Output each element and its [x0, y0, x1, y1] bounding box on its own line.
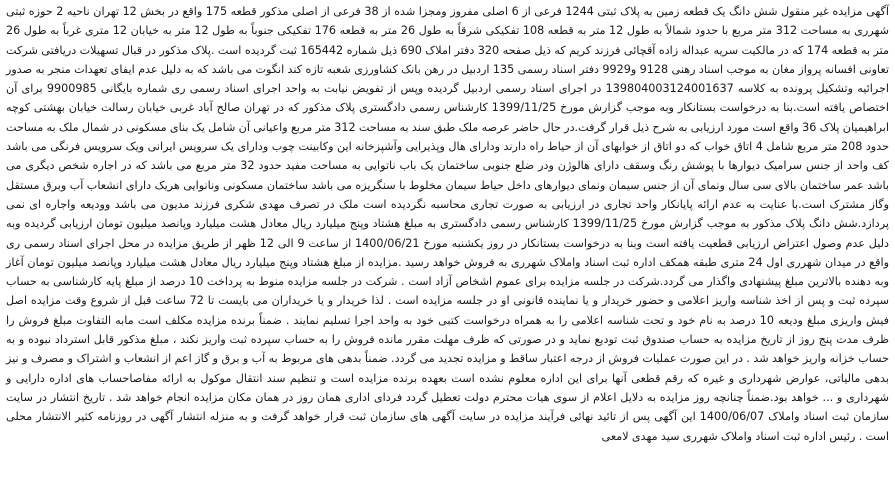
auction-notice-text: آگهی مزایده غیر منقول شش دانگ یک قطعه زمین به پلاک ثبتی 1244 فرعی از 6 اصلی مفروز ومجزا شده از 38 فرعی از اصلی مذکور قطعه 175 واقع در بخش 12 تهران ناحیه 2 حوزه ثبتی شهرری به مساحت 312 متر مربع با حدود شمالاً به طول 12 متر به قطعه 108 تفکیکی شرقاً به طول 26 متر به قطعه 176 تفکیکی جنوباً به طول 12 متر به خیابان 12 متری غرباً به طول 26 متر به قطعه 174 که در مالکیت سریه عبداله زاده آقچائی فرزند کریم که ذیل صفحه 320 دفتر املاک 690 ذیل شماره 165442 ثبت گردیده است .پلاک مذکور در قبال تسهیلات دریافتی شرکت تعاونی افسانه پرواز مغان به موجب اسناد رهنی 9128 و9929 دفتر اسناد رسمی 135 اردبیل در رهن بانک کشاورزی شعبه تازه کند انگوت می باشد که به دلیل عدم ایفای تعهدات منجر به صدور اجرائیه وتشکیل پرونده به کلاسه 139804003124001637 در اجرای اسناد رسمی اردبیل گردیده وپس از تفویض نیابت به واحد اجرای اسناد رسمی ری شماره بایگانی 9900985 برای آن اختصاص یافته است.بنا به درخواست بستانکار وبه موجب گزارش مورخ 1399/11/25 کارشناس رسمی دادگستری پلاک مذکور که در تهران صالح آباد غربی خیابان رسالت خیابان بهشتی کوچه ابراهیمیان پلاک 36 واقع است مورد ارزیابی به شرح ذیل قرار گرفت.در حال حاضر عرصه ملک طبق سند به مساحت 312 متر مربع واعیانی آن شامل یک بنای مسکونی در شمال ملک به مساحت حدود 208 متر مربع شامل 4 اتاق خواب که دو اتاق از خوابهای آن از حیاط راه دارند ودارای هال وپذیرایی وآشپزخانه این وکابینت چوب ودارای یک سرویس ایرانی ویک سرویس فرنگی می باشد کف واحد از جنس سرامیک دیوارها با پوشش رنگ وسقف دارای هالوژن ودر ضلع جنوبی ساختمان یک باب ناتوایی به مساحت مفید حدود 32 متر مربع می باشد که در اجاره شخص دیگری می باشد عمر ساختمان بالای سی سال ونمای آن از جنس سیمان ونمای دیوارهای داخل حیاط سیمان مخلوط با سنگریزه می باشد ساختمان مسکونی ونانوایی هریک دارای انشعاب آب وبرق مستقل وگاز مشترک است.با عنایت به عدم ارائه پایانکار واحد تجاری در ارزیابی به صورت تجاری محاسبه نگردیده است ملک در تصرف مهدی شکری فرزند مدیون می باشد وودیعه واجاره ای نمی پردازد.شش دانگ پلاک مذکور به موجب گزارش مورخ 1399/11/25 کارشناس رسمی دادگستری به مبلغ هشتاد وپنج میلیارد ریال معادل هشت میلیارد وپانصد میلیون تومان ارزیابی گردیده وبه دلیل عدم وصول اعتراض ارزیابی قطعیت یافته است وبنا به درخواست بستانکار در روز یکشنبه مورخ 1400/06/21 از ساعت 9 الی 12 ظهر از طریق مزایده در محل اجرای اسناد رسمی ری واقع در میدان شهرری اول 24 متری طبقه همکف اداره ثبت اسناد واملاک شهرری به فروش خواهد رسید .مزایده از مبلغ هشتاد وپنج میلیارد ریال معادل هشت میلیارد وپانصد میلیون تومان آغاز وبه دهنده بالاترین مبلغ پیشنهادی واگذار می گردد.شرکت در جلسه مزایده برای عموم اشخاص آزاد است . شرکت در جلسه مزایده منوط به پرداخت 10 درصد از مبلغ پایه کارشناسی به حساب سپرده ثبت و پس از اخذ شناسه واریز اعلامی و حضور خریدار و یا نماینده قانونی او در جلسه مزایده است . لذا خریدار و یا خریداران می بایست تا 72 ساعت قبل از شروع وقت مزایده اصل فیش واریزی مبلغ ودیعه 10 درصد به نام خود و تحت شناسه اعلامی را به همراه درخواست کتبی خود به واحد اجرا تسلیم نمایند . ضمناً برنده مزایده مکلف است مابه التفاوت مبلغ فروش را ظرف مدت پنج روز از تاریخ مزایده به حساب صندوق ثبت تودیع نماید و در صورتی که ظرف مهلت مقرر مانده فروش را به حساب سپرده ثبت واریز نکند ، مبلغ مذکور قابل استرداد نبوده و به حساب خزانه واریز خواهد شد . در این صورت عملیات فروش از درجه اعتبار ساقط و مزایده تجدید می گردد. ضمناً بدهی های مربوط به آب و برق و گاز اعم از انشعاب و اشتراک و مصرف و نیز بدهی مالیاتی، عوارض شهرداری و غیره که رقم قطعی آنها برای این اداره معلوم نشده است بعهده برنده مزایده است و تنظیم سند انتقال موکول به ارائه مفاصاحساب های اداره دارایی و شهرداری و ... خواهد بود.ضمناً چنانچه روز مزایده به دلایل اعلام از سوی هیات محترم دولت تعطیل گردد فردای اداری همان روز در همان مکان مزایده انجام خواهد شد . تاریخ انتشار در سایت سازمان ثبت اسناد واملاک 1400/06/07 این آگهی پس از تائید نهائی فرآیند مزایده در سایت آگهی های سازمان ثبت قرار خواهد گرفت و به منزله انتشار آگهی در روزنامه کثیر الانتشار محلی است . رئیس اداره ثبت اسناد واملاک شهرری سید مهدی لامعی — [6, 5, 890, 443]
